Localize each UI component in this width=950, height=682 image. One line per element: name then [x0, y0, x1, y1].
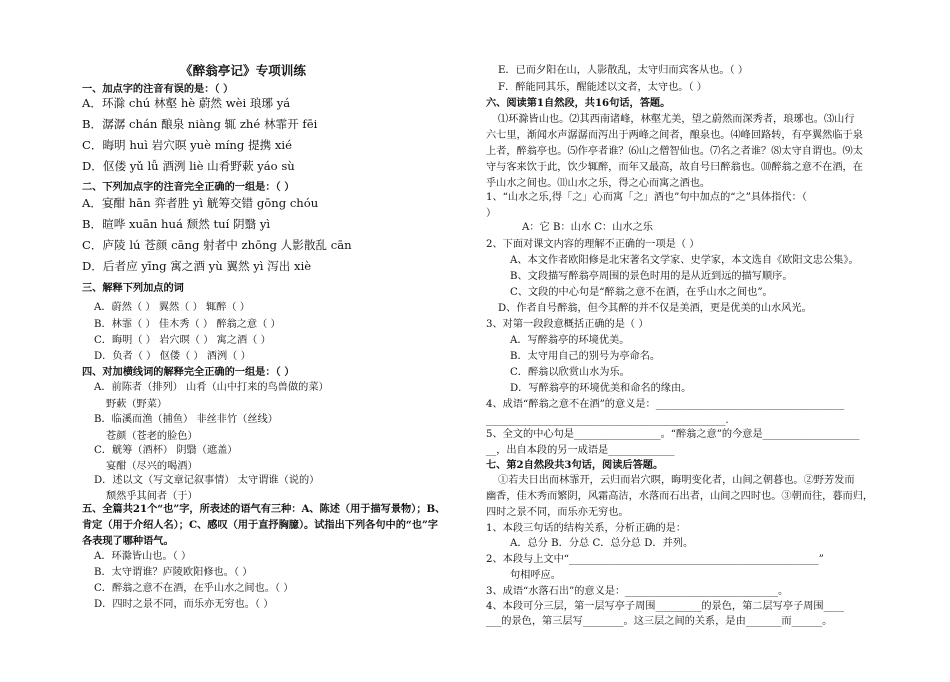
- left-line: D．述以文（写文章记叙事情） 太守谓谁（说的）: [94, 475, 320, 486]
- left-line: 宴酣（尽兴的喝酒）: [106, 461, 198, 472]
- left-line: A．环滁皆山也。（ ）: [94, 551, 192, 562]
- left-line: A．环滁 chú 林壑 hè 蔚然 wèi 琅琊 yá: [82, 96, 291, 110]
- right-line: ）: [486, 208, 497, 219]
- right-line: 4、成语“醉翁之意不在酒”的意义是：_____________________________________: [486, 399, 845, 410]
- right-line: E．已而夕阳在山，人影散乱，太守归而宾客从也。（ ）: [498, 65, 749, 76]
- right-line: ___的景色，第三层写________。这三层之间的关系，是由_______而______。: [486, 616, 833, 627]
- left-line: C．庐陵 lú 苍颜 cāng 射者中 zhōng 人影散乱 cān: [82, 238, 352, 252]
- left-line: B．暄哗 xuān huá 颓然 tuí 阴翳 yì: [82, 217, 271, 231]
- left-line: 二、下列加点字的注音完全正确的一组是：（ ）: [82, 181, 295, 193]
- right-line: A、本文作者欧阳修是北宋著名文学家、史学家，本文选自《欧阳文忠公集》。: [510, 255, 859, 266]
- right-line: ⑴环滁皆山也。⑵其西南诸峰，林壑尤美，望之蔚然而深秀者，琅琊也。⑶山行: [498, 114, 855, 125]
- right-line: 2、本段与上文中“_________________________________________________”: [486, 554, 824, 565]
- right-line: 4、本段可分三层，第一层写亭子周围_________的景色，第二层写亭子周围____: [486, 601, 844, 612]
- right-line: 上者，醉翁亭也。⑸作亭者谁？⑹山之僧智仙也。⑺名之者谁？⑻太守自谓也。⑼太: [486, 146, 863, 157]
- left-line: D．后者应 yīng 寓之酒 yù 翼然 yì 泻出 xiè: [82, 259, 312, 273]
- left-line: B．临溪而渔（捕鱼） 非丝非竹（丝线）: [94, 414, 278, 425]
- right-line: 3、成语“水落石出”的意义是：______________________________。: [486, 586, 789, 597]
- right-line: 六七里，渐闻水声潺潺而泻出于两峰之间者，酿泉也。⑷峰回路转，有亭翼然临于泉: [486, 130, 863, 141]
- left-line: D．伛偻 yǔ lǚ 酒洌 liè 山肴野蔌 yáo sù: [82, 159, 295, 173]
- left-line: 颓然乎其间者（于）: [106, 491, 198, 502]
- right-line: 七、第2自然段共3句话，阅读后答题。: [486, 459, 664, 471]
- right-line: D．写醉翁亭的环境优美和命名的缘由。: [510, 383, 692, 394]
- left-line: 苍颜（苍老的脸色）: [106, 431, 198, 442]
- left-line: 各表现了哪种语气。: [82, 535, 174, 547]
- right-line: 守与客来饮于此，饮少辄醉，而年又最高，故自号曰醉翁也。⑽醉翁之意不在酒，在: [486, 162, 863, 173]
- right-line: 5、全文的中心句是_________________。“醉翁之意”的今意是___________________: [486, 429, 860, 440]
- page-title: 《醉翁亭记》专项训练: [180, 63, 306, 78]
- left-line: A．蔚然（ ） 翼然（ ） 辄醉（ ）: [94, 302, 250, 313]
- left-line: D．四时之景不同，而乐亦无穷也。（ ）: [94, 599, 274, 610]
- right-line: C．醉翁以欣赏山水为乐。: [510, 367, 630, 378]
- left-line: 三、解释下列加点的词: [82, 282, 184, 294]
- right-line: ①若夫日出而林霏开，云归而岩穴暝，晦明变化者，山间之朝暮也。②野芳发而: [498, 475, 855, 486]
- right-line: 乎山水之间也。⑾山水之乐，得之心而寓之酒也。: [486, 178, 711, 189]
- right-line: 3、对第一段段意概括正确的是（ ）: [486, 319, 649, 330]
- right-line: B．太守用自己的别号为亭命名。: [510, 351, 661, 362]
- right-line: F．醉能同其乐，醒能述以文者，太守也。（ ）: [498, 82, 707, 93]
- left-line: A．前陈者（排列） 山肴（山中打来的鸟兽做的菜）: [94, 382, 329, 393]
- right-line: A．总分 B．分总 C．总分总 D．并列。: [510, 538, 694, 549]
- right-line: 句相呼应。: [510, 570, 561, 581]
- right-line: D、作者自号醉翁，但今其醉的并不仅是美酒，更是优美的山水风光。: [498, 303, 812, 314]
- right-line: 六、阅读第1自然段，共16句话，答题。: [486, 97, 671, 109]
- left-line: B．潺潺 chán 酿泉 niàng 辄 zhé 林霏开 fēi: [82, 117, 318, 131]
- left-line: 一、加点字的注音有误的是：（ ）: [82, 83, 234, 95]
- right-line: B、文段描写醉翁亭周围的景色时用的是从近到远的描写顺序。: [510, 271, 793, 282]
- right-line: 2、下面对课文内容的理解不正确的一项是（ ）: [486, 239, 700, 250]
- left-line: B．太守谓谁？庐陵欧阳修也。（ ）: [94, 567, 253, 578]
- right-line: C、文段的中心句是“醉翁之意不在酒，在乎山水之间也”。: [510, 287, 773, 298]
- left-line: 野蔌（野菜）: [106, 399, 168, 410]
- right-line: 幽香，佳木秀而繁阴，风霜高洁，水落而石出者，山间之四时也。③朝而往，暮而归，: [486, 491, 874, 502]
- right-line: 1、“山水之乐,得「之」心而寓「之」酒也”句中加点的“之”具体指代：（: [486, 192, 807, 203]
- right-line: __，出自本段的另一成语是_____________: [486, 445, 675, 456]
- left-line: C．觥筹（酒杯） 阴翳（遮盖）: [94, 445, 238, 456]
- right-line: _______________________________________________.: [486, 415, 729, 426]
- left-line: C．晦明（ ） 岩穴暝（ ） 寓之酒（ ）: [94, 335, 271, 346]
- right-line: A：它 B：山水 C：山水之乐: [522, 222, 653, 233]
- left-line: B．林霏（ ） 佳木秀（ ） 醉翁之意（ ）: [94, 319, 281, 330]
- right-line: 1、本段三句话的结构关系，分析正确的是：: [486, 523, 687, 534]
- left-line: 五、全篇共21个“也”字，所表述的语气有三种：A、陈述（用于描写景物）；B、: [82, 503, 446, 515]
- right-line: 四时之景不同，而乐亦无穷也。: [486, 507, 629, 518]
- left-line: A．宴酣 hān 弈者胜 yì 觥筹交错 gōng chóu: [82, 196, 319, 210]
- left-line: 四、对加横线词的解释完全正确的一组是：（ ）: [82, 366, 295, 378]
- left-line: 肯定（用于介绍人名）；C、感叹（用于直抒胸臆）。试指出下列各句中的“也”字: [82, 519, 438, 531]
- left-line: C．晦明 huì 岩穴暝 yuè míng 提携 xié: [82, 138, 292, 152]
- left-line: D．负者（ ） 伛偻（ ） 酒洌（ ）: [94, 351, 251, 362]
- right-line: A．写醉翁亭的环境优美。: [510, 335, 630, 346]
- left-line: C．醉翁之意不在酒，在乎山水之间也。（ ）: [94, 583, 294, 594]
